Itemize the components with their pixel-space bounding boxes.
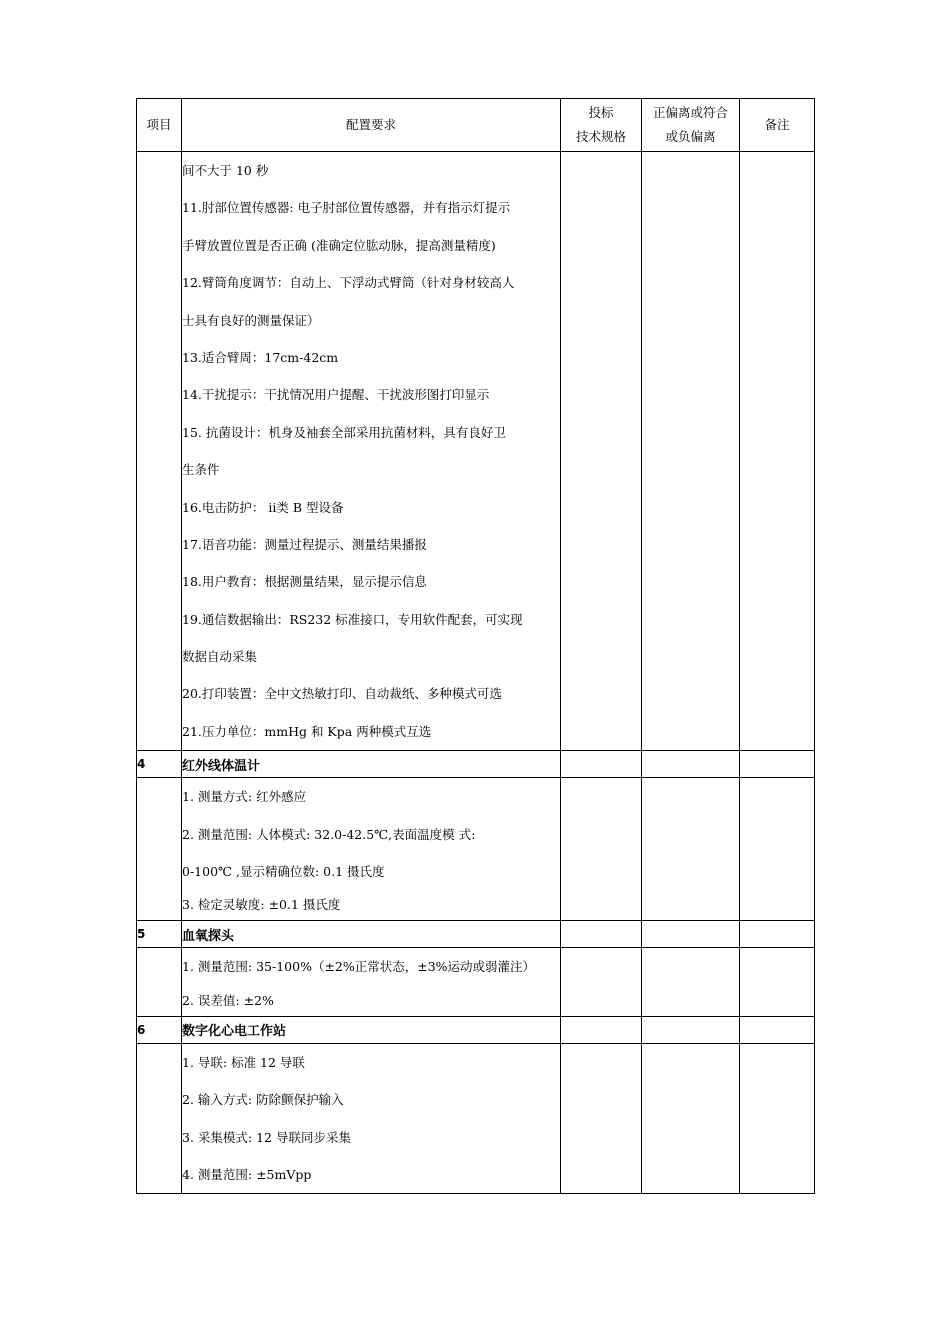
header-deviation-line2: 或负偏离: [665, 129, 716, 144]
requirement-line: 18.用户教育：根据测量结果，显示提示信息: [182, 574, 427, 590]
requirement-line: 19.通信数据输出：RS232 标准接口，专用软件配套，可实现: [182, 611, 523, 627]
spec-table: [136, 98, 815, 1194]
note-cell: [740, 751, 815, 778]
category-row: [137, 751, 815, 778]
note-cell: [740, 152, 815, 751]
category-title: 血氧探头: [182, 921, 561, 948]
requirement-cell: [182, 152, 561, 751]
table-row: [137, 948, 815, 1016]
header-item: 项目: [137, 99, 182, 152]
requirement-line: 数据自动采集: [182, 649, 258, 665]
category-row: [137, 921, 815, 948]
item-cell: [137, 1043, 182, 1194]
requirement-line: 1. 导联: 标准 12 导联: [182, 1054, 305, 1070]
bid-spec-cell: [561, 778, 642, 921]
note-cell: [740, 1016, 815, 1043]
requirement-cell: [182, 948, 561, 1016]
requirement-line: 士具有良好的测量保证）: [182, 312, 320, 328]
item-cell: [137, 948, 182, 1016]
deviation-cell: [642, 948, 740, 1016]
requirement-line: 16.电击防护： ⅱ类 B 型设备: [182, 499, 344, 515]
note-cell: [740, 921, 815, 948]
requirement-line: 21.压力单位：mmHg 和 Kpa 两种模式互选: [182, 723, 432, 739]
requirement-line: 14.干扰提示：干扰情况用户提醒、干扰波形图打印显示: [182, 387, 490, 403]
deviation-cell: [642, 778, 740, 921]
category-title: 数字化心电工作站: [182, 1016, 561, 1043]
header-requirement: 配置要求: [182, 99, 561, 152]
item-cell: [137, 778, 182, 921]
requirement-line: 手臂放置位置是否正确 (准确定位肱动脉，提高测量精度): [182, 237, 496, 253]
table-row: [137, 152, 815, 751]
table-row: [137, 778, 815, 921]
category-row: [137, 1016, 815, 1043]
requirement-line: 2. 测量范围: 人体模式: 32.0-42.5℃,表面温度模 式:: [182, 826, 476, 842]
deviation-cell: [642, 1043, 740, 1194]
bid-spec-cell: [561, 948, 642, 1016]
deviation-cell: [642, 751, 740, 778]
requirement-line: 2. 输入方式: 防除颤保护输入: [182, 1092, 344, 1108]
note-cell: [740, 778, 815, 921]
requirement-line: 间不大于 10 秒: [182, 163, 269, 178]
requirement-line: 3. 采集模式: 12 导联同步采集: [182, 1129, 351, 1145]
requirement-line: 2. 误差值: ±2%: [182, 992, 274, 1008]
header-deviation-line1: 正偏离或符合: [652, 105, 728, 120]
header-deviation: [642, 99, 740, 152]
deviation-cell: [642, 921, 740, 948]
requirement-line: 生条件: [182, 462, 220, 478]
requirement-line: 0-100℃ ,显示精确位数: 0.1 摄氏度: [182, 864, 385, 880]
item-cell: [137, 152, 182, 751]
header-bid-spec: [561, 99, 642, 152]
item-number: 5: [137, 921, 182, 948]
note-cell: [740, 1043, 815, 1194]
note-cell: [740, 948, 815, 1016]
deviation-cell: [642, 1016, 740, 1043]
table-row: [137, 1043, 815, 1194]
header-note: 备注: [740, 99, 815, 152]
item-number: 6: [137, 1016, 182, 1043]
item-number: 4: [137, 751, 182, 778]
requirement-line: 17.语音功能：测量过程提示、测量结果播报: [182, 536, 427, 552]
header-bid-line2: 技术规格: [575, 129, 626, 144]
requirement-line: 13.适合臂周：17cm-42cm: [182, 349, 339, 365]
requirement-line: 1. 测量范围: 35-100%（±2%正常状态，±3%运动或弱灌注）: [182, 959, 536, 975]
requirement-line: 4. 测量范围: ±5mVpp: [182, 1166, 312, 1182]
bid-spec-cell: [561, 921, 642, 948]
bid-spec-cell: [561, 1043, 642, 1194]
requirement-line: 3. 检定灵敏度: ±0.1 摄氏度: [182, 897, 341, 913]
requirement-cell: [182, 778, 561, 921]
bid-spec-cell: [561, 152, 642, 751]
requirement-line: 1. 测量方式: 红外感应: [182, 789, 307, 805]
bid-spec-cell: [561, 1016, 642, 1043]
requirement-line: 11.肘部位置传感器: 电子肘部位置传感器，并有指示灯提示: [182, 200, 511, 216]
requirement-cell: [182, 1043, 561, 1194]
requirement-line: 15. 抗菌设计：机身及袖套全部采用抗菌材料，具有良好卫: [182, 424, 506, 440]
header-bid-line1: 投标: [588, 105, 614, 120]
requirement-line: 12.臂筒角度调节：自动上、下浮动式臂筒（针对身材较高人: [182, 275, 515, 291]
requirement-line: 20.打印装置：全中文热敏打印、自动裁纸、多种模式可选: [182, 686, 502, 702]
deviation-cell: [642, 152, 740, 751]
header-row: [137, 99, 815, 152]
bid-spec-cell: [561, 751, 642, 778]
category-title: 红外线体温计: [182, 751, 561, 778]
